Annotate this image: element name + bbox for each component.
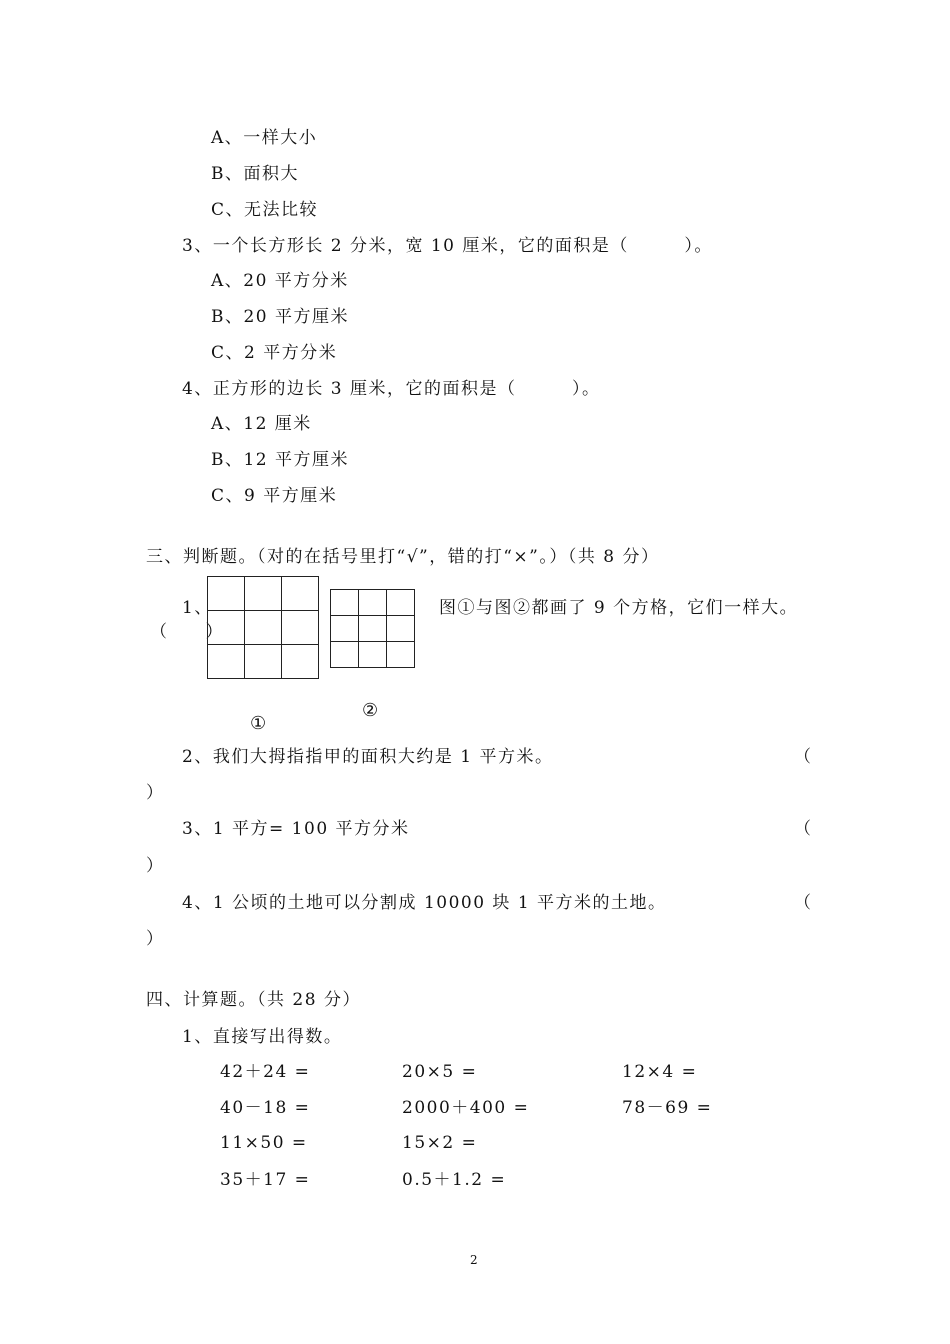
calc-item: 35＋17 = — [220, 1170, 311, 1190]
calc-item: 0.5＋1.2 = — [402, 1170, 507, 1190]
calc-item: 42＋24 = — [220, 1062, 311, 1082]
q4-option-c: C、9 平方厘米 — [211, 486, 338, 506]
j1-number: 1、 — [182, 598, 213, 618]
j4-paren-open: （ — [794, 893, 813, 913]
figure-1-grid — [207, 576, 319, 679]
j4-paren-close: ） — [146, 929, 165, 949]
calc-item: 78－69 = — [622, 1098, 713, 1118]
j1-text: 图①与图②都画了 9 个方格，它们一样大。 — [439, 598, 799, 618]
q3-option-b: B、20 平方厘米 — [211, 307, 350, 327]
q3-option-c: C、2 平方分米 — [211, 343, 338, 363]
calc-item: 40－18 = — [220, 1098, 311, 1118]
figure-1-label: ① — [250, 713, 268, 734]
section3-title: 三、判断题。（对的在括号里打“√”，错的打“×”。）（共 8 分） — [146, 547, 660, 567]
section4-title: 四、计算题。（共 28 分） — [146, 990, 361, 1010]
q3-option-a: A、20 平方分米 — [211, 271, 349, 291]
calc-item: 11×50 = — [220, 1133, 308, 1153]
figure-2-grid — [330, 589, 415, 668]
calc-item: 15×2 = — [402, 1133, 478, 1153]
q4-option-b: B、12 平方厘米 — [211, 450, 350, 470]
q4-stem: 4、正方形的边长 3 厘米，它的面积是（ ）。 — [182, 379, 601, 399]
j1-answer-paren: （ ） — [150, 622, 224, 642]
calc-item: 12×4 = — [622, 1062, 698, 1082]
j2-paren-close: ） — [146, 783, 165, 803]
q2-option-a: A、一样大小 — [211, 128, 318, 148]
section4-sub1: 1、直接写出得数。 — [182, 1027, 343, 1047]
calc-item: 2000＋400 = — [402, 1098, 530, 1118]
q4-option-a: A、12 厘米 — [211, 414, 312, 434]
q3-stem: 3、一个长方形长 2 分米，宽 10 厘米，它的面积是（ ）。 — [182, 236, 713, 256]
j3-text: 3、1 平方= 100 平方分米 — [182, 819, 410, 839]
j2-paren-open: （ — [794, 747, 813, 767]
q2-option-b: B、面积大 — [211, 164, 299, 184]
j4-text: 4、1 公顷的土地可以分割成 10000 块 1 平方米的土地。 — [182, 893, 667, 913]
j3-paren-open: （ — [794, 819, 813, 839]
q2-option-c: C、无法比较 — [211, 200, 319, 220]
calc-item: 20×5 = — [402, 1062, 478, 1082]
page-number: 2 — [470, 1253, 478, 1267]
figure-2-label: ② — [362, 700, 380, 721]
j2-text: 2、我们大拇指指甲的面积大约是 1 平方米。 — [182, 747, 554, 767]
j3-paren-close: ） — [146, 856, 165, 876]
